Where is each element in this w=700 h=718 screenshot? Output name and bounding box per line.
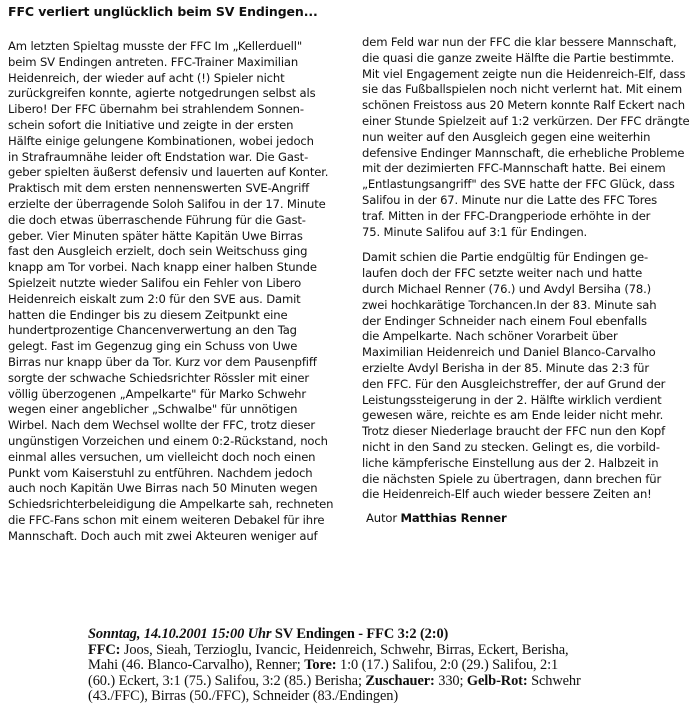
article-left-column — [8, 39, 348, 545]
lineup-line-2 — [88, 658, 692, 674]
text-line: fast den Ausgleich erzielt, doch sein Weitschuss ging — [8, 244, 308, 259]
ffc-label: FFC: — [88, 641, 121, 658]
goals-2: (60.) Eckert, 3:1 (75.) Salifou, 3:2 (85.) Berisha; — [88, 672, 362, 689]
text-line: Hälfte einige gelungene Kombinationen, wobei jedoch — [8, 133, 314, 148]
text-line: erzielte Avdyl Berisha in der 85. Minute das 2:3 für — [362, 360, 649, 375]
author-name: Matthias Renner — [400, 511, 507, 526]
text-line: zwei hochkarätige Torchancen.In der 83. Minute sah — [362, 297, 657, 312]
text-line: ungünstigen Vorzeichen und einem 0:2-Rückstand, noch — [8, 433, 328, 448]
text-line: beim SV Endingen antreten. FFC-Trainer Maximilian — [8, 54, 299, 69]
text-line: hatten die Endinger bis zu diesem Zeitpunkt eine — [8, 307, 288, 322]
text-line: geber spielten äußerst defensiv und lauerten auf Konter. — [8, 165, 329, 180]
spectators-value: 330; — [438, 672, 464, 689]
author-line — [362, 511, 698, 527]
text-line: hundertprozentige Chancenverwertung an den Tag — [8, 323, 297, 338]
text-line: Am letzten Spieltag musste der FFC Im „Kellerduell" — [8, 39, 302, 53]
text-line: gelegt. Fast im Gegenzug ging ein Schuss von Uwe — [8, 339, 298, 354]
text-line: mit der dezimierten FFC-Mannschaft hatte. Bei einem — [362, 161, 666, 176]
text-line: den FFC. Für den Ausgleichstreffer, der auf Grund der — [362, 376, 666, 391]
text-line: die doch etwas überraschende Führung für die Gast- — [8, 212, 306, 227]
text-line: schein sofort die Initiative und zeigte in der ersten — [8, 117, 294, 132]
text-line: defensive Endinger Mannschaft, die erhebliche Probleme — [362, 145, 685, 160]
text-line: auch noch Kapitän Uwe Birras nach 50 Minuten wegen — [8, 481, 318, 496]
text-line: in Strafraumnähe leider oft Endstation war. Die Gast- — [8, 149, 309, 164]
cards-2: (43./FFC), Birras (50./FFC), Schneider (83./Endingen) — [88, 688, 399, 704]
right-column-paragraph-1 — [362, 35, 698, 240]
text-line: Birras nur knapp über da Tor. Kurz vor dem Pausenpfiff — [8, 354, 317, 369]
text-line: Mannschaft. Doch auch mit zwei Akteuren weniger auf — [8, 528, 318, 543]
text-line: Leistungssteigerung in der 2. Hälfte wirklich verdient — [362, 392, 662, 407]
paragraph-gap — [362, 240, 698, 250]
text-line: die quasi die ganze zweite Hälfte die Partie bestimmte. — [362, 50, 675, 65]
text-line: Mit viel Engagement zeigte nun die Heidenreich-Elf, dass — [362, 66, 686, 81]
match-date-time: Sonntag, 14.10.2001 15:00 Uhr — [88, 626, 272, 642]
text-line: zurückgreifen konnte, agierte notgedrungen selbst als — [8, 86, 316, 101]
goals-1: 1:0 (17.) Salifou, 2:0 (29.) Salifou, 2:1 — [339, 657, 559, 673]
text-line: einmal alles versuchen, um vielleicht doch noch einen — [8, 449, 316, 464]
goals-line-2 — [88, 674, 692, 690]
text-line: Schiedsrichterbeleidigung die Ampelkarte sah, rechneten — [8, 497, 334, 512]
text-line: sie das Fußballspielen noch nicht verlernt hat. Mit einem — [362, 82, 683, 97]
text-line: knapp am Tor vorbei. Nach knapp einer halben Stunde — [8, 260, 317, 275]
text-line: die FFC-Fans schon mit einem weiteren Debakel für ihre — [8, 512, 325, 527]
text-line: Punkt vom Kaiserstuhl zu entführen. Nachdem jedoch — [8, 465, 313, 480]
text-line: schönen Freistoss aus 20 Metern konnte Ralf Eckert nach — [362, 98, 685, 113]
text-line: gewesen wäre, reichte es am Ende leider nicht mehr. — [362, 408, 664, 423]
text-line: nun weiter auf den Ausgleich gegen eine weiterhin — [362, 129, 651, 144]
text-line: sorgte der schwache Schiedsrichter Rössler mit einer — [8, 370, 309, 385]
right-column-paragraph-2 — [362, 250, 698, 503]
text-line: der Endinger Schneider nach einem Foul ebenfalls — [362, 313, 647, 328]
text-line: Spielzeit nutzte wieder Salifou ein Fehler von Libero — [8, 275, 302, 290]
text-line: wegen einer angeblicher „Schwalbe" für unnötigen — [8, 402, 298, 417]
text-line: Salifou in der 67. Minute nur die Latte des FFC Tores — [362, 192, 658, 207]
text-line: die nächsten Spiele zu übertragen, dann brechen für — [362, 471, 662, 486]
text-line: völlig überzogenen „Ampelkarte" für Marko Schwehr — [8, 386, 306, 401]
spectators-label: Zuschauer: — [365, 672, 435, 689]
text-line: traf. Mitten in der FFC-Drangperiode erhöhte in der — [362, 208, 651, 223]
lineup-line-1 — [88, 643, 692, 659]
text-line: Damit schien die Partie endgültig für Endingen ge- — [362, 250, 649, 265]
cards-1: Schwehr — [531, 672, 581, 689]
text-line: durch Michael Renner (76.) und Avdyl Bersiha (78.) — [362, 281, 652, 296]
text-line: Wirbel. Nach dem Wechsel wollte der FFC, trotz dieser — [8, 418, 315, 433]
text-line: dem Feld war nun der FFC die klar bessere Mannschaft, — [362, 35, 677, 49]
text-line: Praktisch mit dem ersten nennenswerten SVE-Angriff — [8, 181, 310, 196]
text-line: laufen doch der FFC setzte weiter nach und hatte — [362, 266, 643, 281]
match-fixture: SV Endingen - FFC 3:2 (2:0) — [274, 626, 449, 642]
text-line: Libero! Der FFC übernahm bei strahlendem Sonnen- — [8, 102, 304, 117]
text-line: die Ampelkarte. Nach schöner Vorarbeit über — [362, 329, 618, 344]
ffc-lineup-2: Mahi (46. Blanco-Carvalho), Renner; — [88, 657, 301, 673]
text-line: Heidenreich, der wieder auf acht (!) Spieler nicht — [8, 70, 285, 85]
text-line: geber. Vier Minuten später hätte Kapitän Uwe Birras — [8, 228, 303, 243]
text-line: Trotz dieser Niederlage braucht der FFC nun den Kopf — [362, 424, 666, 439]
text-line: „Entlastungsangriff" des SVE hatte der FFC Glück, dass — [362, 177, 675, 192]
author-label: Autor — [366, 511, 397, 526]
text-line: 75. Minute Salifou auf 3:1 für Endingen. — [362, 224, 588, 239]
text-line: Maximilian Heidenreich und Daniel Blanco-Carvalho — [362, 345, 656, 360]
ffc-lineup-1: Joos, Sieah, Terzioglu, Ivancic, Heidenreich, Schwehr, Birras, Eckert, Berisha, — [123, 641, 569, 658]
match-result-box — [88, 627, 692, 705]
text-line: einer Stunde Spielzeit auf 1:2 verkürzen. Der FFC drängte — [362, 113, 690, 128]
match-header-line — [88, 627, 692, 643]
cards-line-2 — [88, 689, 692, 705]
text-line: die Heidenreich-Elf auch wieder bessere Zeiten an! — [362, 487, 652, 502]
article-right-column — [362, 35, 698, 527]
article-headline: FFC verliert unglücklich beim SV Endingen... — [8, 4, 318, 19]
text-line: erzielte der überragende Soloh Salifou in der 17. Minute — [8, 196, 326, 211]
text-line: Heidenreich eiskalt zum 2:0 für den SVE aus. Damit — [8, 291, 301, 306]
text-line: liche kämpferische Einstellung aus der 2. Halbzeit in — [362, 455, 659, 470]
cards-label: Gelb-Rot: — [466, 672, 528, 689]
goals-label: Tore: — [304, 657, 337, 673]
text-line: nicht in den Sand zu stecken. Gelingt es, die vorbild- — [362, 439, 660, 454]
